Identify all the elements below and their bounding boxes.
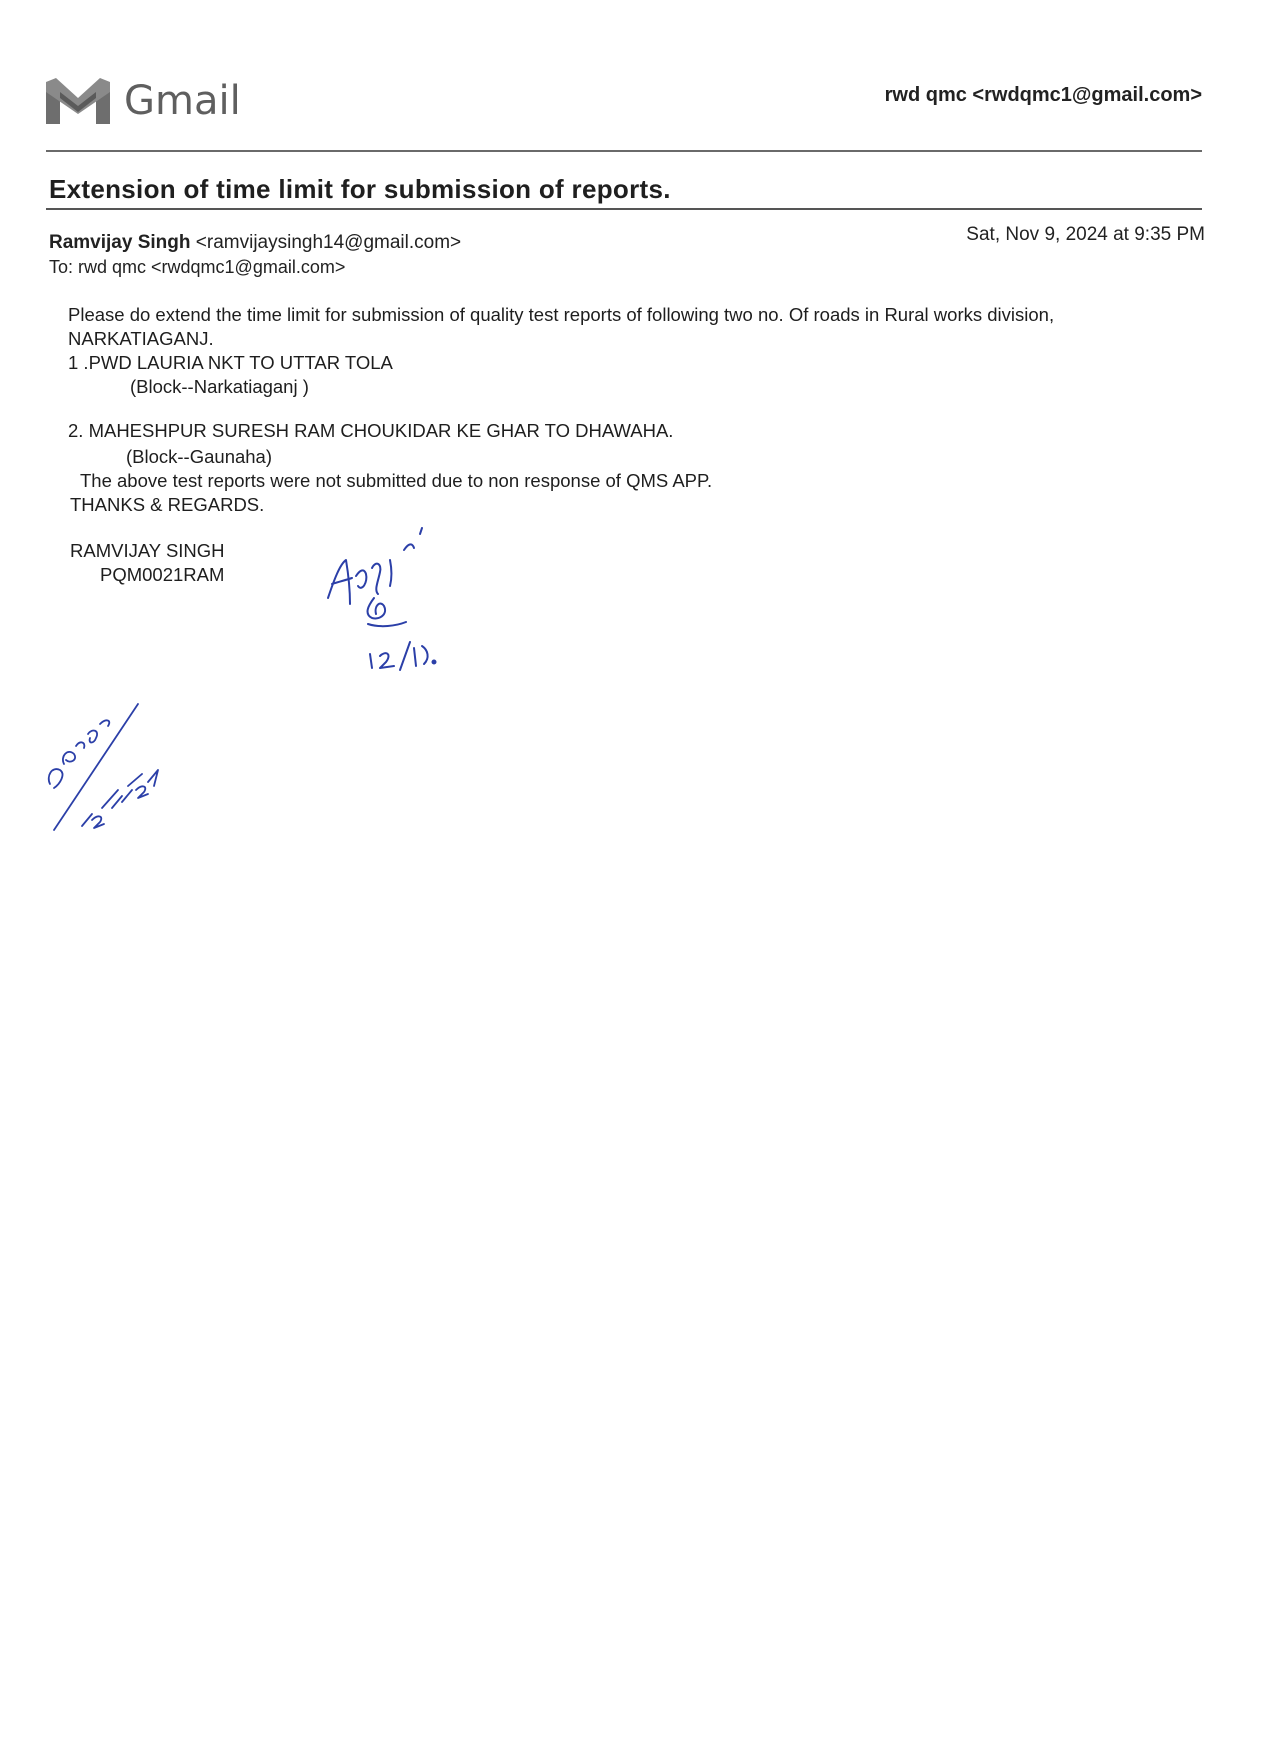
- signature-name: RAMVIJAY SINGH: [70, 540, 225, 561]
- road-item-1-block: (Block--Narkatiaganj ): [130, 376, 309, 397]
- gmail-logo[interactable]: [46, 78, 241, 124]
- sender-name: Ramvijay Singh: [49, 232, 191, 253]
- gmail-wordmark: Gmail: [124, 78, 241, 124]
- account-label: rwd qmc <rwdqmc1@gmail.com>: [884, 84, 1202, 106]
- gmail-m-icon: [46, 78, 110, 124]
- email-subject: Extension of time limit for submission of reports.: [49, 174, 671, 204]
- road-item-1: 1 .PWD LAURIA NKT TO UTTAR TOLA: [68, 352, 393, 373]
- subject-divider: [46, 208, 1202, 210]
- signature-id: PQM0021RAM: [100, 564, 225, 585]
- handwritten-received-stamp: [30, 690, 170, 840]
- body-note: The above test reports were not submitted due to non response of QMS APP.: [80, 470, 713, 491]
- header-divider: [46, 150, 1202, 152]
- road-item-2-block: (Block--Gaunaha): [126, 446, 273, 467]
- handwritten-signature: [320, 520, 480, 680]
- email-date: Sat, Nov 9, 2024 at 9:35 PM: [966, 224, 1205, 245]
- road-item-2: 2. MAHESHPUR SURESH RAM CHOUKIDAR KE GHAR TO DHAWAHA.: [68, 420, 674, 441]
- body-paragraph-line-1: Please do extend the time limit for submission of quality test reports of following two no. Of roads in Rural works division,: [68, 304, 1055, 325]
- body-paragraph-line-2: NARKATIAGANJ.: [68, 328, 214, 349]
- body-closing: THANKS & REGARDS.: [70, 494, 265, 515]
- recipient-line: To: rwd qmc <rwdqmc1@gmail.com>: [49, 257, 346, 277]
- sender-email: <ramvijaysingh14@gmail.com>: [195, 232, 462, 253]
- sender-line: [49, 232, 461, 254]
